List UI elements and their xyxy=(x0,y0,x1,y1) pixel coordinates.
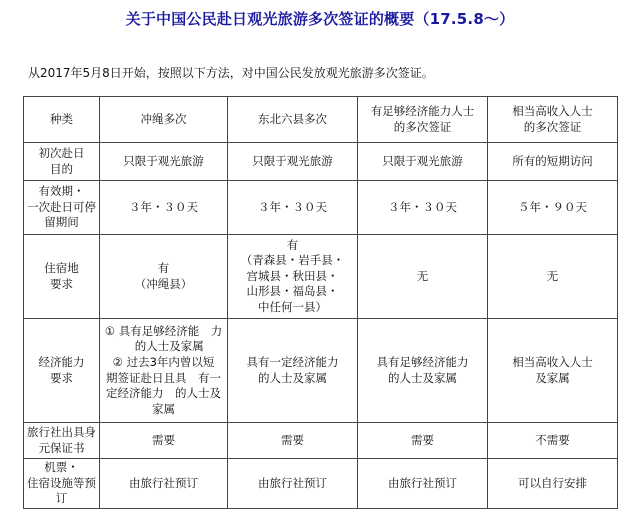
table-row xyxy=(24,319,618,423)
header-cell-sufficient-income: 有足够经济能力人士 的多次签证 xyxy=(358,97,488,143)
table-cell: ５年・９０天 xyxy=(488,181,618,235)
row-label-guarantee: 旅行社出具身 元保证书 xyxy=(24,423,100,459)
table-row xyxy=(24,181,618,235)
table-cell: 不需要 xyxy=(488,423,618,459)
header-row xyxy=(24,97,618,143)
table-cell: 具有一定经济能力 的人士及家属 xyxy=(228,319,358,423)
header-cell-tohoku: 东北六县多次 xyxy=(228,97,358,143)
table-row xyxy=(24,235,618,319)
table-cell: 由旅行社预订 xyxy=(358,459,488,509)
table-cell: 需要 xyxy=(358,423,488,459)
table-cell: 需要 xyxy=(228,423,358,459)
table-cell: 由旅行社预订 xyxy=(100,459,228,509)
row-label-booking: 机票・ 住宿设施等预 订 xyxy=(24,459,100,509)
table-cell: 无 xyxy=(358,235,488,319)
visa-table xyxy=(23,96,618,509)
table-cell: 只限于观光旅游 xyxy=(358,143,488,181)
header-cell-type: 种类 xyxy=(24,97,100,143)
row-label-validity: 有效期・ 一次赴日可停 留期间 xyxy=(24,181,100,235)
table-cell: 由旅行社预订 xyxy=(228,459,358,509)
row-label-lodging: 住宿地 要求 xyxy=(24,235,100,319)
table-cell: 可以自行安排 xyxy=(488,459,618,509)
table-row xyxy=(24,459,618,509)
table-row xyxy=(24,143,618,181)
table-cell: ３年・３０天 xyxy=(228,181,358,235)
table-cell: 相当高收入人士 及家属 xyxy=(488,319,618,423)
table-cell: ① 具有足够经济能 力 的人士及家属 ② 过去3年内曾以短 期签证赴日且具 有一 定经济能力 的人士及 家属 xyxy=(100,319,228,423)
header-cell-okinawa: 冲绳多次 xyxy=(100,97,228,143)
table-cell: 所有的短期访问 xyxy=(488,143,618,181)
table-cell: 只限于观光旅游 xyxy=(100,143,228,181)
table-cell: 有 （冲绳县） xyxy=(100,235,228,319)
row-label-economic: 经济能力 要求 xyxy=(24,319,100,423)
header-cell-high-income: 相当高收入人士 的多次签证 xyxy=(488,97,618,143)
intro-text: 从2017年5月8日开始，按照以下方法，对中国公民发放观光旅游多次签证。 xyxy=(28,66,434,80)
table-cell: 只限于观光旅游 xyxy=(228,143,358,181)
table-cell: 有 （青森县・岩手县・ 宫城县・秋田县・ 山形县・福岛县・ 中任何一县） xyxy=(228,235,358,319)
table-cell: 需要 xyxy=(100,423,228,459)
table-cell: 具有足够经济能力 的人士及家属 xyxy=(358,319,488,423)
row-label-purpose: 初次赴日 目的 xyxy=(24,143,100,181)
page-title: 关于中国公民赴日观光旅游多次签证的概要（17.5.8～） xyxy=(125,10,515,28)
table-cell: ３年・３０天 xyxy=(100,181,228,235)
table-row xyxy=(24,423,618,459)
table-cell: 无 xyxy=(488,235,618,319)
table-cell: ３年・３０天 xyxy=(358,181,488,235)
